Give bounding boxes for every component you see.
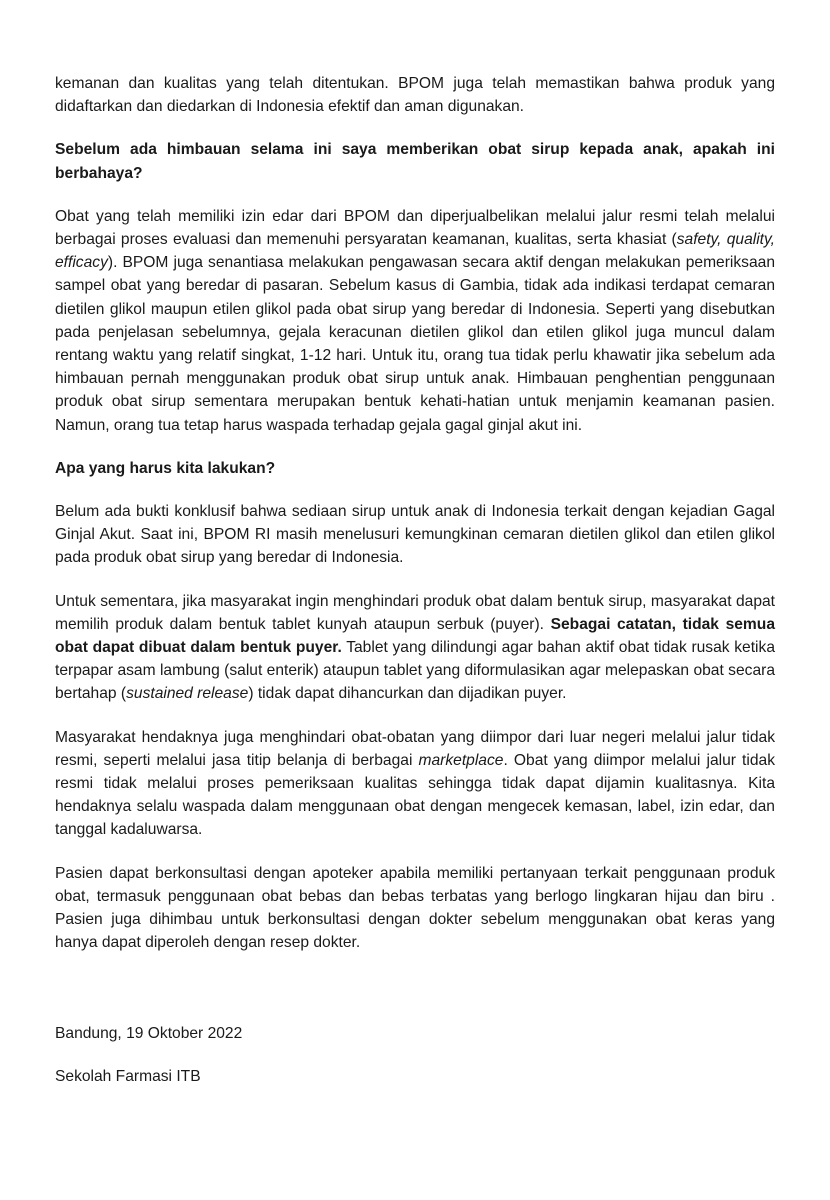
answer-1-text-a: Obat yang telah memiliki izin edar dari BPOM dan diperjualbelikan melalui jalur resmi telah melalui berbagai proses evaluasi dan memenuhi persyaratan keamanan, kualitas, serta khasiat ( [55, 207, 775, 249]
answer-2b-bold-note: Sebagai catatan, tidak semua obat dapat dibuat dalam bentuk puyer. [55, 615, 775, 657]
answer-2b-italic: sustained release [126, 685, 249, 703]
answer-paragraph-1 [55, 205, 775, 437]
answer-2b-text-b: Tablet yang dilindungi agar bahan aktif obat tidak rusak ketika terpapar asam lambung (salut enterik) ataupun tablet yang diformulasikan agar melepaskan obat secara bertahap ( [55, 639, 775, 703]
answer-2c-text-b: . Obat yang diimpor melalui jalur tidak resmi tidak melalui proses pemeriksaan kualitas sehingga tidak dapat dijamin kualitasnya. Kita hendaknya selalu waspada dalam menggunaan obat dengan mengecek kemasan, label, izin edar, dan tanggal kadaluwarsa. [55, 751, 775, 839]
signature-date: Bandung, 19 Oktober 2022 [55, 1024, 243, 1042]
answer-paragraph-2d: Pasien dapat berkonsultasi dengan apoteker apabila memiliki pertanyaan terkait penggunaan produk obat, termasuk penggunaan obat bebas dan bebas terbatas yang berlogo lingkaran hijau dan biru . Pasien juga dihimbau untuk berkonsultasi dengan dokter sebelum menggunakan obat keras yang hanya dapat diperoleh dengan resep dokter. [55, 864, 775, 952]
answer-paragraph-2a: Belum ada bukti konklusif bahwa sediaan sirup untuk anak di Indonesia terkait dengan kejadian Gagal Ginjal Akut. Saat ini, BPOM RI masih menelusuri kemungkinan cemaran dietilen glikol dan etilen glikol pada produk obat sirup yang beredar di Indonesia. [55, 503, 775, 567]
intro-paragraph: kemanan dan kualitas yang telah ditentukan. BPOM juga telah memastikan bahwa produk yang didaftarkan dan diedarkan di Indonesia efektif dan aman digunakan. [55, 75, 775, 116]
signature-organization: Sekolah Farmasi ITB [55, 1067, 201, 1085]
answer-2c-italic: marketplace [418, 751, 504, 769]
answer-2b-text-a: Untuk sementara, jika masyarakat ingin menghindari produk obat dalam bentuk sirup, masyarakat dapat memilih produk dalam bentuk tablet kunyah ataupun serbuk (puyer). [55, 592, 775, 633]
answer-2c-text-a: Masyarakat hendaknya juga menghindari obat-obatan yang diimpor dari luar negeri melalui jalur tidak resmi, seperti melalui jasa titip belanja di berbagai [55, 728, 775, 769]
answer-paragraph-2b [55, 590, 775, 706]
answer-2b-text-c: ) tidak dapat dihancurkan dan dijadikan puyer. [248, 685, 567, 703]
question-heading-2: Apa yang harus kita lakukan? [55, 459, 276, 477]
question-heading-1: Sebelum ada himbauan selama ini saya memberikan obat sirup kepada anak, apakah ini berbahaya? [55, 141, 775, 182]
answer-1-text-b: ). BPOM juga senantiasa melakukan pengawasan secara aktif dengan melakukan pemeriksaan sampel obat yang beredar di pasaran. Sebelum kasus di Gambia, tidak ada indikasi terdapat cemaran dietilen glikol maupun etilen glikol pada obat sirup yang beredar di Indonesia. Seperti yang disebutkan pada penjelasan sebelumnya, gejala keracunan dietilen glikol dan etilen glikol juga muncul dalam rentang waktu yang relatif singkat, 1-12 hari. Untuk itu, orang tua tidak perlu khawatir jika sebelum ada himbauan pernah menggunakan produk obat sirup untuk anak. Himbauan penghentian penggunaan produk obat sirup sementara merupakan bentuk kehati-hatian untuk menjamin keamanan pasien. Namun, orang tua tetap harus waspada terhadap gejala gagal ginjal akut ini. [55, 254, 775, 434]
answer-paragraph-2c [55, 726, 775, 842]
answer-1-italic: safety, quality, efficacy [55, 231, 775, 272]
